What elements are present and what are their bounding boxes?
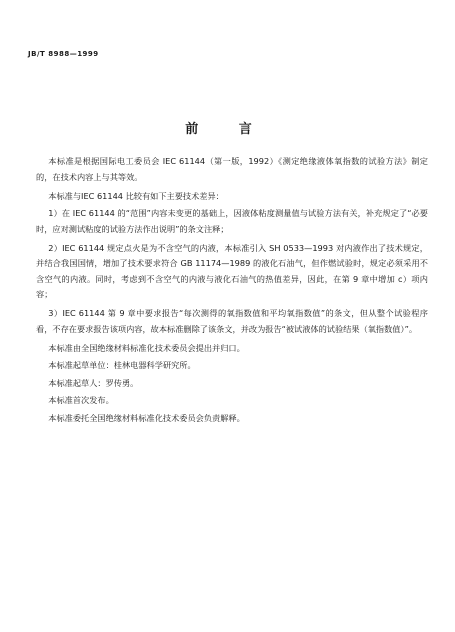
paragraph-difference-1: 1）在 IEC 61144 的“范围”内容未变更的基础上，因液体粘度测量值与试验方法有关，补充规定了“必要时，应对测试粘度的试验方法作出说明”的条文注释； <box>36 208 428 234</box>
paragraph-first-release: 本标准首次发布。 <box>48 395 114 405</box>
document-body <box>36 154 428 428</box>
page-title: 前 言 <box>185 122 270 137</box>
paragraph-drafting-unit: 本标准起草单位：桂林电器科学研究所。 <box>48 360 196 370</box>
paragraph-differences-heading: 本标准与IEC 61144 比较有如下主要技术差异： <box>48 190 224 201</box>
paragraph-interpretation: 本标准委托全国绝缘材料标准化技术委员会负责解释。 <box>48 412 245 423</box>
paragraph-intro: 本标准是根据国际电工委员会 IEC 61144（第一版，1992）《测定绝缘液体氧指数的试验方法》制定的，在技术内容上与其等效。 <box>36 156 428 182</box>
standard-code: JB/T 8988—1999 <box>28 50 99 58</box>
paragraph-drafter: 本标准起草人：罗传勇。 <box>48 377 139 388</box>
paragraph-proposer: 本标准由全国绝缘材料标准化技术委员会提出并归口。 <box>48 342 245 353</box>
paragraph-difference-2: 2）IEC 61144 规定点火是为不含空气的内液，本标准引入 SH 0533—1993 对内液作出了技术规定，并结合我国国情，增加了技术要求符合 GB 11174—1989 的液化石油气，但作燃试验时，规定必须采用不含空气的内液。同时，考虑到不含空气的内液与液化石油气的热值差异，因此，在第 9 章中增加 c）项内容； <box>36 242 428 299</box>
paragraph-difference-3: 3）IEC 61144 第 9 章中要求报告“每次测得的氧指数值和平均氧指数值”的条文，但从整个试验程序看，不存在要求报告该项内容，故本标准删除了该条文，并改为报告“被试液体的试验结果（氧指数值）”。 <box>36 308 428 334</box>
